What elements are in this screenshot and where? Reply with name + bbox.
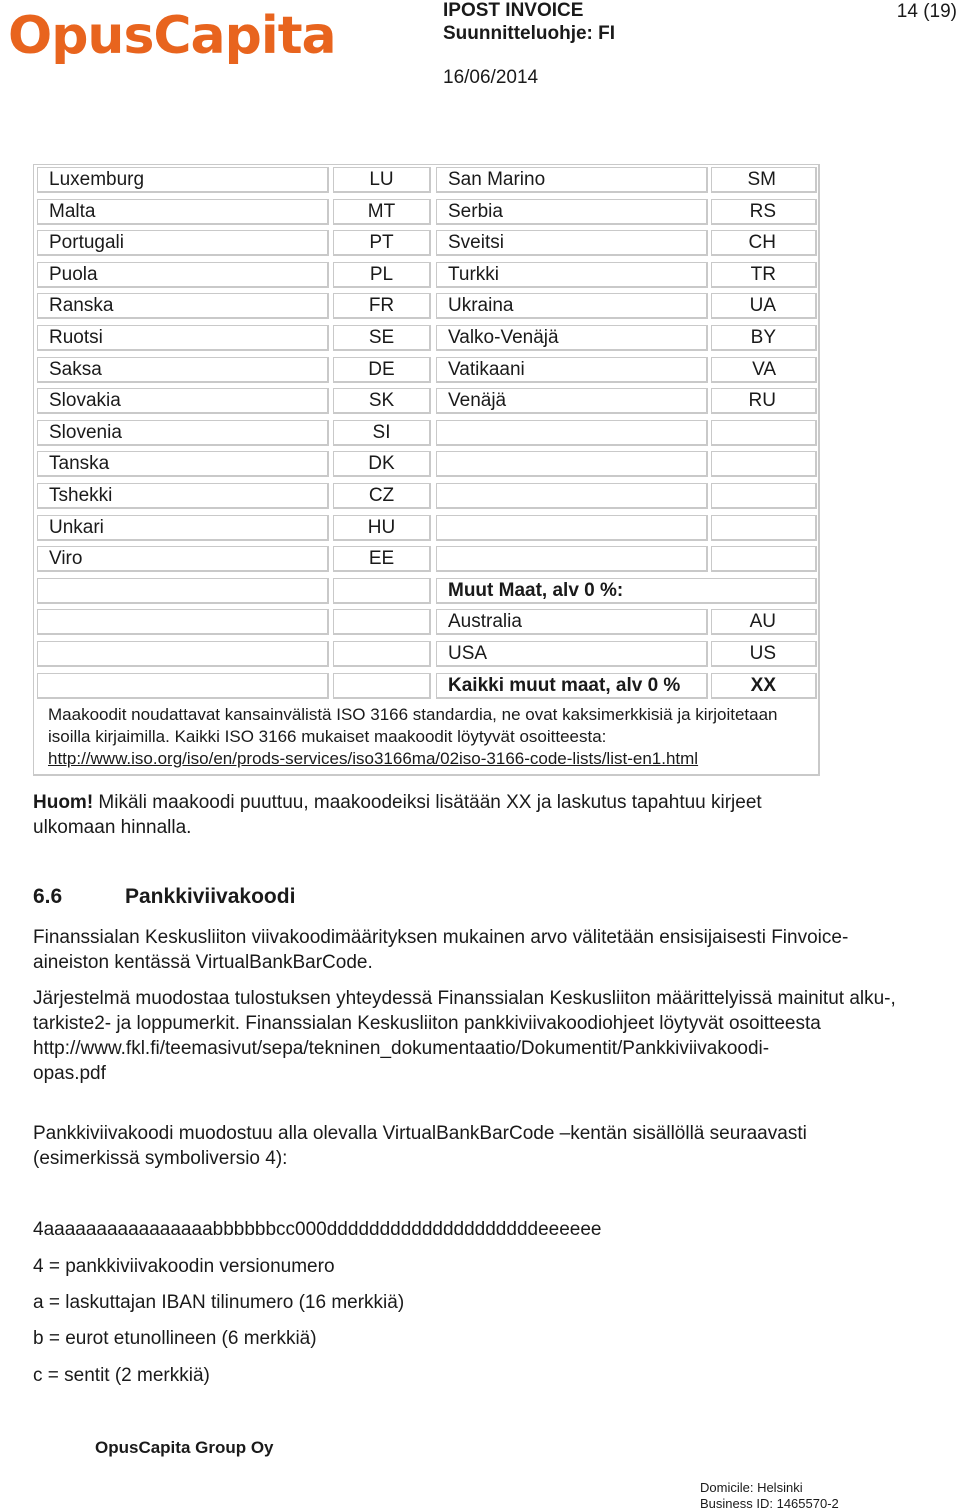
- paragraph-2-text: Järjestelmä muodostaa tulostuksen yhteydessä Finanssialan Keskusliiton määrittelyissä mainitut alku-, tarkiste2- ja loppumerkit. Finanssialan Keskusliiton pankkiviivakoodiohjeet löytyvät osoitteesta: [33, 988, 896, 1034]
- company-logo: OpusCapita: [8, 6, 336, 66]
- country-name: Australia: [436, 609, 708, 635]
- country-code: FR: [333, 293, 431, 319]
- empty-cell: [436, 483, 708, 509]
- country-name: Malta: [37, 199, 329, 225]
- empty-cell: [37, 609, 329, 635]
- empty-cell: [333, 641, 431, 667]
- legend-item: 4 = pankkiviivakoodin versionumero: [33, 1256, 335, 1277]
- country-code: SI: [333, 420, 431, 446]
- country-name: USA: [436, 641, 708, 667]
- country-code: AU: [711, 609, 817, 635]
- country-code: MT: [333, 199, 431, 225]
- country-name: Luxemburg: [37, 167, 329, 193]
- huom-text: Mikäli maakoodi puuttuu, maakoodeiksi lisätään XX ja laskutus tapahtuu kirjeet ulkomaan hinnalla.: [33, 792, 762, 838]
- country-code: TR: [711, 262, 817, 288]
- legend-item: a = laskuttajan IBAN tilinumero (16 merkkiä): [33, 1292, 405, 1313]
- country-code: SK: [333, 388, 431, 414]
- paragraph-2: [33, 986, 903, 1086]
- huom-paragraph: [33, 790, 833, 840]
- all-other-countries-code: XX: [711, 673, 817, 699]
- country-name: Slovenia: [37, 420, 329, 446]
- country-code: HU: [333, 515, 431, 541]
- empty-cell: [436, 420, 708, 446]
- empty-cell: [37, 673, 329, 699]
- fkl-url-part-2: opas.pdf: [33, 1063, 106, 1084]
- iso-note-text: Maakoodit noudattavat kansainvälistä ISO 3166 standardia, ne ovat kaksimerkkisiä ja kirjoitetaan isoilla kirjaimilla. Kaikki ISO 3166 mukaiset maakoodit löytyvät osoitteesta:: [48, 705, 778, 746]
- country-name: Unkari: [37, 515, 329, 541]
- empty-cell: [333, 578, 431, 604]
- country-name: Venäjä: [436, 388, 708, 414]
- legend-item: c = sentit (2 merkkiä): [33, 1365, 210, 1386]
- document-title: IPOST INVOICE: [443, 0, 584, 21]
- country-code: RU: [711, 388, 817, 414]
- all-other-countries-label: Kaikki muut maat, alv 0 %: [436, 673, 708, 699]
- country-code: LU: [333, 167, 431, 193]
- country-code: DK: [333, 451, 431, 477]
- country-name: Slovakia: [37, 388, 329, 414]
- empty-cell: [333, 673, 431, 699]
- country-name: Ukraina: [436, 293, 708, 319]
- paragraph-1: Finanssialan Keskusliiton viivakoodimäärityksen mukainen arvo välitetään ensisijaisesti Finvoice-aineiston kentässä VirtualBankBarCode.: [33, 927, 849, 973]
- empty-cell: [711, 420, 817, 446]
- empty-cell: [711, 451, 817, 477]
- empty-cell: [333, 609, 431, 635]
- country-code: EE: [333, 546, 431, 572]
- country-code: PT: [333, 230, 431, 256]
- country-name: Viro: [37, 546, 329, 572]
- other-countries-heading: Muut Maat, alv 0 %:: [436, 578, 817, 604]
- country-code: VA: [711, 357, 817, 383]
- country-name: Vatikaani: [436, 357, 708, 383]
- country-code: CH: [711, 230, 817, 256]
- footer-domicile: Domicile: Helsinki: [700, 1480, 803, 1495]
- empty-cell: [711, 483, 817, 509]
- country-code: UA: [711, 293, 817, 319]
- country-name: Tanska: [37, 451, 329, 477]
- footer-business-id: Business ID: 1465570-2: [700, 1496, 839, 1511]
- country-code: DE: [333, 357, 431, 383]
- iso-3166-note: [48, 704, 808, 770]
- country-code: US: [711, 641, 817, 667]
- country-code: BY: [711, 325, 817, 351]
- country-name: Serbia: [436, 199, 708, 225]
- country-code: SM: [711, 167, 817, 193]
- country-name: Tshekki: [37, 483, 329, 509]
- empty-cell: [37, 641, 329, 667]
- iso-3166-link[interactable]: http://www.iso.org/iso/en/prods-services/iso3166ma/02iso-3166-code-lists/list-en1.html: [48, 749, 699, 768]
- country-name: Puola: [37, 262, 329, 288]
- empty-cell: [711, 515, 817, 541]
- country-code: RS: [711, 199, 817, 225]
- country-name: Portugali: [37, 230, 329, 256]
- country-name: Ruotsi: [37, 325, 329, 351]
- legend-item: b = eurot etunollineen (6 merkkiä): [33, 1328, 317, 1349]
- empty-cell: [436, 451, 708, 477]
- fkl-url-part-1: http://www.fkl.fi/teemasivut/sepa/tekninen_dokumentaatio/Dokumentit/Pankkiviivakoodi-: [33, 1038, 770, 1059]
- country-name: Ranska: [37, 293, 329, 319]
- country-name: Turkki: [436, 262, 708, 288]
- country-name: San Marino: [436, 167, 708, 193]
- empty-cell: [436, 515, 708, 541]
- document-subtitle: Suunnitteluohje: FI: [443, 23, 616, 44]
- document-date: 16/06/2014: [443, 67, 539, 88]
- section-number: 6.6: [33, 885, 63, 908]
- section-title: Pankkiviivakoodi: [125, 885, 296, 908]
- empty-cell: [711, 546, 817, 572]
- country-name: Sveitsi: [436, 230, 708, 256]
- paragraph-3: Pankkiviivakoodi muodostuu alla olevalla VirtualBankBarCode –kentän sisällöllä seuraavasti (esimerkissä symboliversio 4):: [33, 1123, 807, 1169]
- footer-company: OpusCapita Group Oy: [95, 1438, 274, 1457]
- huom-label: Huom!: [33, 792, 94, 813]
- empty-cell: [436, 546, 708, 572]
- section-heading: [33, 885, 295, 909]
- country-name: Valko-Venäjä: [436, 325, 708, 351]
- country-code: SE: [333, 325, 431, 351]
- barcode-example: 4aaaaaaaaaaaaaaaabbbbbbcc000ddddddddddddddddddddeeeeee: [33, 1219, 602, 1240]
- country-code: PL: [333, 262, 431, 288]
- country-code: CZ: [333, 483, 431, 509]
- page-number: 14 (19): [896, 1, 957, 22]
- empty-cell: [37, 578, 329, 604]
- country-name: Saksa: [37, 357, 329, 383]
